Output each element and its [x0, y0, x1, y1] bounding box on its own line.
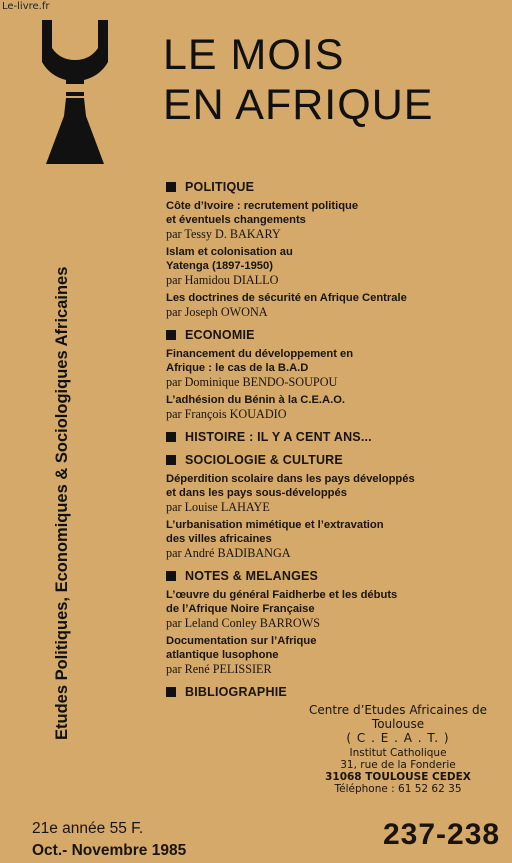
section-heading: [166, 180, 486, 194]
article-title: Financement du développement en Afrique : le cas de la B.A.D: [166, 348, 354, 374]
article-author: par Dominique BENDO-SOUPOU: [166, 375, 338, 389]
square-bullet-icon: [166, 687, 176, 697]
article-entry: [166, 472, 486, 514]
article-entry: [166, 518, 486, 560]
stamp-line: 31068 TOULOUSE CEDEX: [325, 771, 471, 783]
stamp-line: ( C . E . A . T. ): [346, 731, 450, 745]
journal-logo-icon: [40, 18, 110, 168]
section-heading: [166, 453, 486, 467]
article-author: par Tessy D. BAKARY: [166, 227, 281, 241]
toc-section: [166, 685, 486, 699]
section-heading: [166, 430, 486, 444]
issue-date: Oct.- Novembre 1985: [32, 842, 187, 859]
toc-section: [166, 453, 486, 560]
section-heading-label: SOCIOLOGIE & CULTURE: [185, 453, 343, 467]
article-title: Les doctrines de sécurité en Afrique Centrale: [166, 292, 407, 304]
stamp-line: Centre d’Etudes Africaines de Toulouse: [309, 703, 487, 731]
square-bullet-icon: [166, 432, 176, 442]
section-heading: [166, 328, 486, 342]
stamp-line: Institut Catholique: [349, 747, 447, 759]
section-heading: [166, 685, 486, 699]
article-entry: [166, 291, 486, 319]
toc-section: [166, 180, 486, 319]
article-entry: [166, 347, 486, 389]
article-title: L’urbanisation mimétique et l’extravation des villes africaines: [166, 519, 384, 545]
section-heading-label: BIBLIOGRAPHIE: [185, 685, 287, 699]
section-heading-label: POLITIQUE: [185, 180, 255, 194]
article-author: par René PELISSIER: [166, 662, 272, 676]
library-stamp: [308, 703, 488, 795]
stamp-line: 31, rue de la Fonderie: [340, 759, 456, 771]
vertical-subtitle: Etudes Politiques, Economiques & Sociologiques Africaines: [53, 266, 71, 740]
square-bullet-icon: [166, 182, 176, 192]
article-author: par André BADIBANGA: [166, 546, 291, 560]
article-entry: [166, 634, 486, 676]
square-bullet-icon: [166, 455, 176, 465]
toc-section: [166, 430, 486, 444]
section-heading-label: ECONOMIE: [185, 328, 255, 342]
year-price: 21e année 55 F.: [32, 820, 144, 837]
article-author: par Joseph OWONA: [166, 305, 268, 319]
article-entry: [166, 393, 486, 421]
article-author: par François KOUADIO: [166, 407, 287, 421]
page-title: [163, 30, 433, 130]
article-author: par Leland Conley BARROWS: [166, 616, 321, 630]
article-author: par Hamidou DIALLO: [166, 273, 279, 287]
issue-info: [32, 818, 186, 862]
toc-section: [166, 569, 486, 676]
table-of-contents: [166, 180, 486, 708]
toc-section: [166, 328, 486, 421]
article-title: Déperdition scolaire dans les pays développés et dans les pays sous-développés: [166, 473, 415, 499]
section-heading: [166, 569, 486, 583]
section-heading-label: NOTES & MELANGES: [185, 569, 319, 583]
article-entry: [166, 199, 486, 241]
article-title: Islam et colonisation au Yatenga (1897-1950): [166, 246, 293, 272]
article-title: L’adhésion du Bénin à la C.E.A.O.: [166, 394, 346, 406]
square-bullet-icon: [166, 330, 176, 340]
article-entry: [166, 588, 486, 630]
square-bullet-icon: [166, 571, 176, 581]
watermark-site-label: Le-livre.fr: [2, 1, 50, 12]
article-title: Côte d’Ivoire : recrutement politique et éventuels changements: [166, 200, 359, 226]
section-heading-label: HISTOIRE : IL Y A CENT ANS...: [185, 430, 372, 444]
article-author: par Louise LAHAYE: [166, 500, 270, 514]
stamp-line: Téléphone : 61 52 62 35: [334, 783, 462, 795]
issue-number: 237-238: [383, 818, 501, 851]
article-title: Documentation sur l’Afrique atlantique lusophone: [166, 635, 317, 661]
title-line-1: LE MOIS: [163, 31, 345, 79]
title-line-2: EN AFRIQUE: [163, 81, 434, 129]
article-title: L’œuvre du général Faidherbe et les débuts de l’Afrique Noire Française: [166, 589, 398, 615]
article-entry: [166, 245, 486, 287]
